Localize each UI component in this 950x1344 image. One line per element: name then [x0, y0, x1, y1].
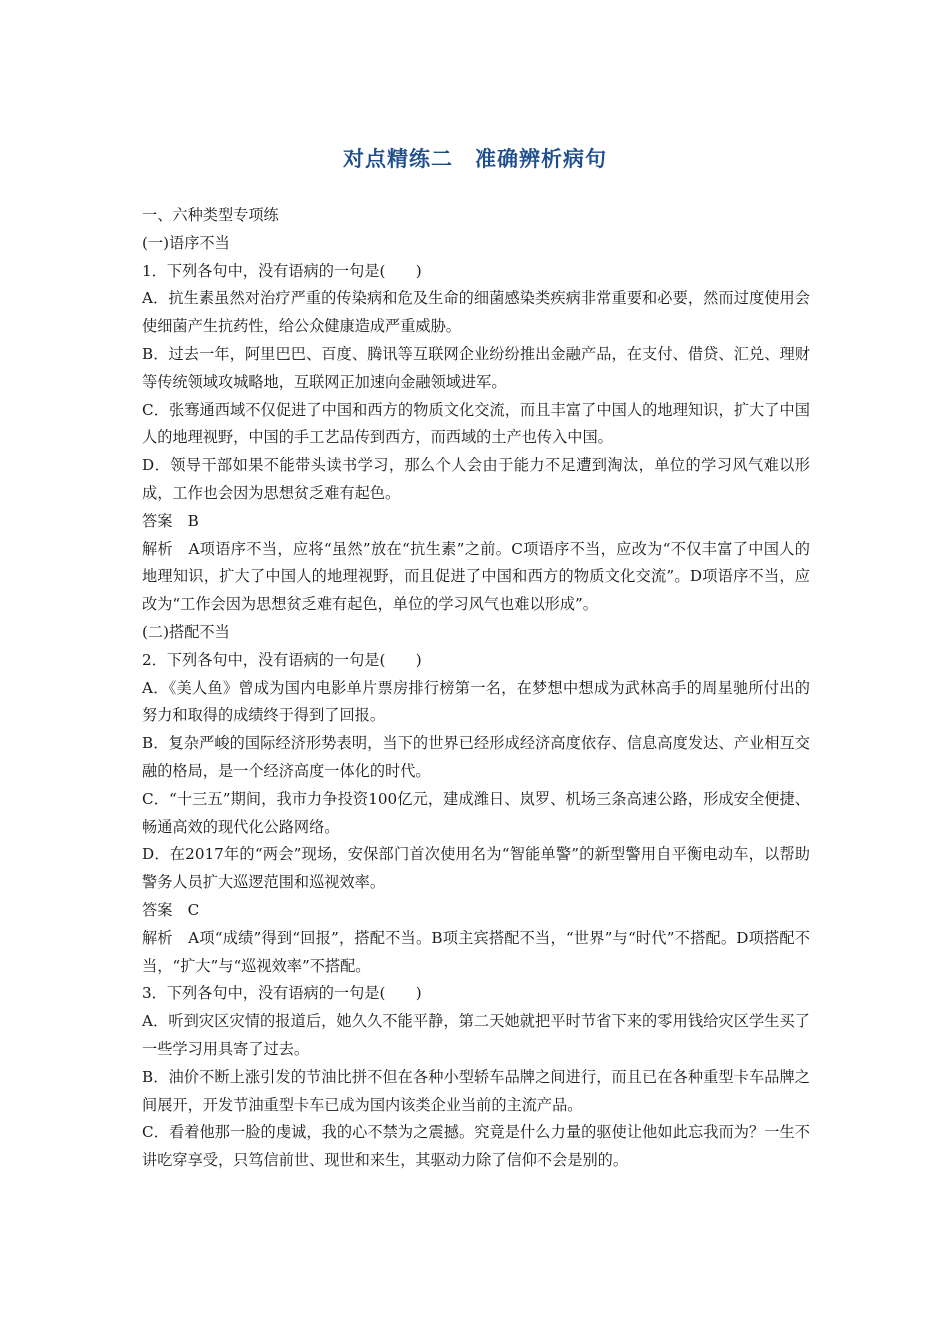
question-3-option-c: C．看着他那一脸的虔诚，我的心不禁为之震撼。究竟是什么力量的驱使让他如此忘我而为？一生不讲吃穿享受，只笃信前世、现世和来生，其驱动力除了信仰不会是别的。 [142, 1123, 810, 1170]
question-2-option-a: A．《美人鱼》曾成为国内电影单片票房排行榜第一名，在梦想中想成为武林高手的周星驰所付出的努力和取得的成绩终于得到了回报。 [142, 678, 810, 725]
group-heading-collocation: (二)搭配不当 [142, 622, 230, 641]
question-2-analysis: 解析 A项“成绩”得到“回报”，搭配不当。B项主宾搭配不当，“世界”与“时代”不搭配。D项搭配不当，“扩大”与“巡视效率”不搭配。 [142, 928, 810, 975]
question-1-answer: 答案 B [142, 511, 199, 530]
question-1-option-a: A．抗生素虽然对治疗严重的传染病和危及生命的细菌感染类疾病非常重要和必要，然而过度使用会使细菌产生抗药性，给公众健康造成严重威胁。 [142, 289, 810, 336]
question-3-option-a: A．听到灾区灾情的报道后，她久久不能平静，第二天她就把平时节省下来的零用钱给灾区学生买了一些学习用具寄了过去。 [142, 1012, 810, 1058]
question-1-option-d: D．领导干部如果不能带头读书学习，那么个人会由于能力不足遭到淘汰，单位的学习风气难以形成，工作也会因为思想贫乏难有起色。 [142, 456, 810, 502]
question-2-option-d: D．在2017年的“两会”现场，安保部门首次使用名为“智能单警”的新型警用自平衡电动车，以帮助警务人员扩大巡逻范围和巡视效率。 [142, 845, 810, 892]
page-title: 对点精练二 准确辨析病句 [343, 147, 607, 171]
section-heading: 一、六种类型专项练 [142, 206, 279, 224]
question-1-option-c: C．张骞通西域不仅促进了中国和西方的物质文化交流，而且丰富了中国人的地理知识，扩大了中国人的地理视野，中国的手工艺品传到西方，而西域的土产也传入中国。 [142, 400, 810, 447]
question-2-option-c: C．“十三五”期间，我市力争投资100亿元，建成潍日、岚罗、机场三条高速公路，形成安全便捷、畅通高效的现代化公路网络。 [142, 789, 810, 836]
question-1-option-b: B．过去一年，阿里巴巴、百度、腾讯等互联网企业纷纷推出金融产品，在支付、借贷、汇兑、理财等传统领域攻城略地，互联网正加速向金融领域进军。 [142, 344, 810, 391]
question-1-stem: 1．下列各句中，没有语病的一句是( ) [142, 261, 422, 280]
document-body [142, 202, 810, 1175]
group-heading-word-order: (一)语序不当 [142, 233, 230, 252]
question-2-option-b: B．复杂严峻的国际经济形势表明，当下的世界已经形成经济高度依存、信息高度发达、产业相互交融的格局，是一个经济高度一体化的时代。 [142, 734, 810, 780]
question-3-option-b: B．油价不断上涨引发的节油比拼不但在各种小型轿车品牌之间进行，而且已在各种重型卡车品牌之间展开，开发节油重型卡车已成为国内该类企业当前的主流产品。 [142, 1067, 810, 1114]
question-3-stem: 3．下列各句中，没有语病的一句是( ) [142, 984, 422, 1003]
question-2-stem: 2．下列各句中，没有语病的一句是( ) [142, 650, 422, 669]
question-1-analysis: 解析 A项语序不当，应将“虽然”放在“抗生素”之前。C项语序不当，应改为“不仅丰富了中国人的地理知识，扩大了中国人的地理视野，而且促进了中国和西方的物质文化交流”。D项语序不当，应改为“工作会因为思想贫乏难有起色，单位的学习风气也难以形成”。 [142, 539, 810, 614]
question-2-answer: 答案 C [142, 900, 200, 919]
